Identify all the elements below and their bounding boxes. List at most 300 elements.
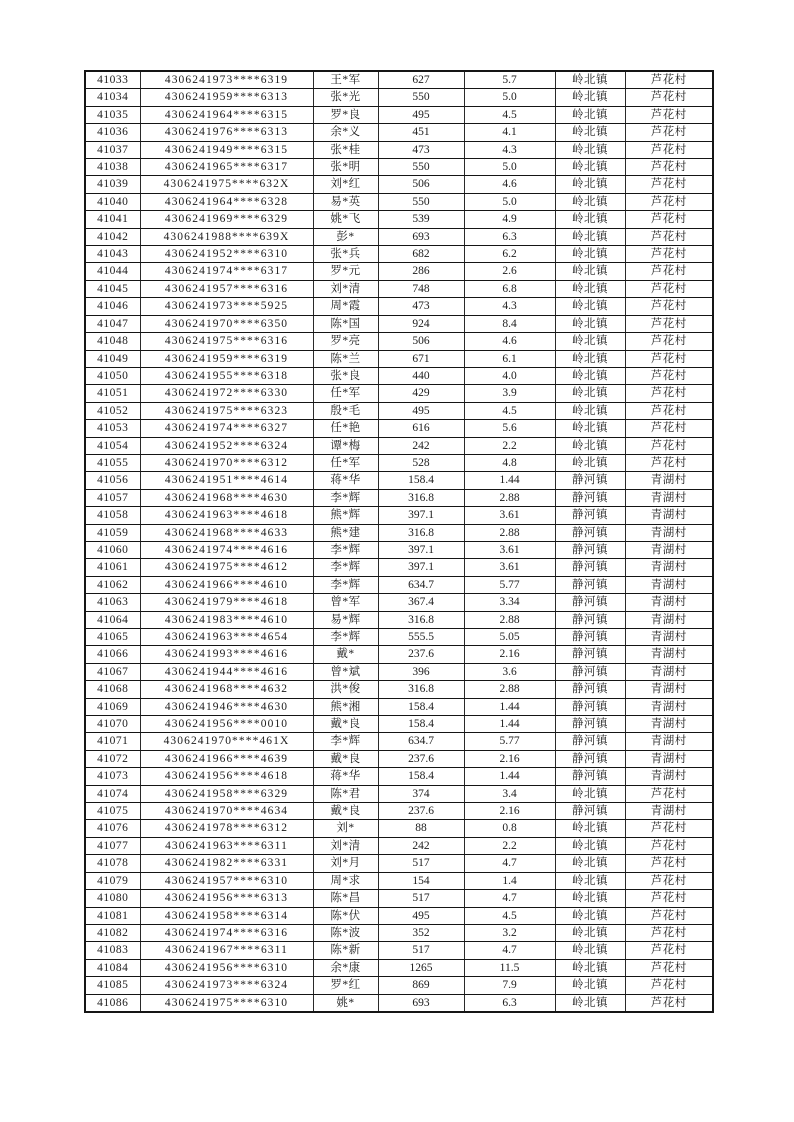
cell-serial-number: 41073 — [85, 768, 140, 785]
cell-id-card-number: 4306241993****4616 — [140, 646, 313, 663]
cell-village: 青湖村 — [625, 541, 713, 558]
cell-name: 殷*毛 — [313, 402, 378, 419]
cell-serial-number: 41085 — [85, 977, 140, 994]
cell-name: 罗*元 — [313, 263, 378, 280]
cell-village: 芦花村 — [625, 785, 713, 802]
cell-serial-number: 41076 — [85, 820, 140, 837]
cell-serial-number: 41078 — [85, 855, 140, 872]
cell-rate: 3.61 — [464, 507, 555, 524]
cell-village: 芦花村 — [625, 437, 713, 454]
cell-amount: 495 — [378, 402, 464, 419]
cell-name: 周*霞 — [313, 298, 378, 315]
cell-village: 青湖村 — [625, 663, 713, 680]
table-row — [85, 768, 713, 785]
cell-village: 青湖村 — [625, 524, 713, 541]
cell-name: 戴*良 — [313, 803, 378, 820]
cell-village: 芦花村 — [625, 454, 713, 471]
cell-id-card-number: 4306241975****6310 — [140, 994, 313, 1012]
cell-rate: 2.2 — [464, 837, 555, 854]
cell-amount: 237.6 — [378, 646, 464, 663]
cell-id-card-number: 4306241956****6313 — [140, 890, 313, 907]
cell-name: 陈*波 — [313, 924, 378, 941]
cell-id-card-number: 4306241972****6330 — [140, 385, 313, 402]
cell-name: 周*求 — [313, 872, 378, 889]
cell-rate: 1.44 — [464, 472, 555, 489]
cell-serial-number: 41055 — [85, 454, 140, 471]
table-row — [85, 193, 713, 210]
cell-town: 静河镇 — [555, 803, 625, 820]
cell-serial-number: 41037 — [85, 141, 140, 158]
cell-id-card-number: 4306241968****4630 — [140, 489, 313, 506]
cell-village: 芦花村 — [625, 855, 713, 872]
cell-amount: 429 — [378, 385, 464, 402]
table-row — [85, 594, 713, 611]
cell-name: 李*辉 — [313, 629, 378, 646]
cell-id-card-number: 4306241964****6315 — [140, 106, 313, 123]
cell-amount: 316.8 — [378, 524, 464, 541]
table-row — [85, 437, 713, 454]
cell-name: 陈*国 — [313, 315, 378, 332]
cell-id-card-number: 4306241973****6319 — [140, 71, 313, 89]
cell-rate: 6.1 — [464, 350, 555, 367]
cell-town: 岭北镇 — [555, 890, 625, 907]
cell-name: 熊*辉 — [313, 507, 378, 524]
cell-id-card-number: 4306241974****6316 — [140, 924, 313, 941]
cell-town: 岭北镇 — [555, 872, 625, 889]
cell-serial-number: 41068 — [85, 681, 140, 698]
cell-rate: 8.4 — [464, 315, 555, 332]
cell-town: 岭北镇 — [555, 89, 625, 106]
cell-village: 芦花村 — [625, 977, 713, 994]
cell-name: 陈*君 — [313, 785, 378, 802]
cell-rate: 4.6 — [464, 333, 555, 350]
table-row — [85, 977, 713, 994]
cell-town: 岭北镇 — [555, 785, 625, 802]
cell-village: 青湖村 — [625, 576, 713, 593]
cell-town: 岭北镇 — [555, 71, 625, 89]
cell-id-card-number: 4306241975****6316 — [140, 333, 313, 350]
table-row — [85, 141, 713, 158]
cell-village: 青湖村 — [625, 646, 713, 663]
cell-id-card-number: 4306241968****4632 — [140, 681, 313, 698]
cell-rate: 3.61 — [464, 559, 555, 576]
cell-town: 岭北镇 — [555, 402, 625, 419]
cell-amount: 506 — [378, 176, 464, 193]
table-row — [85, 629, 713, 646]
cell-town: 静河镇 — [555, 698, 625, 715]
cell-serial-number: 41045 — [85, 280, 140, 297]
cell-name: 刘*红 — [313, 176, 378, 193]
cell-town: 静河镇 — [555, 594, 625, 611]
cell-rate: 4.7 — [464, 942, 555, 959]
cell-rate: 3.4 — [464, 785, 555, 802]
cell-rate: 2.88 — [464, 489, 555, 506]
cell-name: 陈*伏 — [313, 907, 378, 924]
cell-village: 芦花村 — [625, 89, 713, 106]
table-row — [85, 71, 713, 89]
cell-name: 李*辉 — [313, 559, 378, 576]
cell-serial-number: 41051 — [85, 385, 140, 402]
cell-serial-number: 41033 — [85, 71, 140, 89]
cell-village: 芦花村 — [625, 333, 713, 350]
cell-town: 静河镇 — [555, 489, 625, 506]
cell-rate: 1.44 — [464, 716, 555, 733]
cell-id-card-number: 4306241956****0010 — [140, 716, 313, 733]
table-row — [85, 872, 713, 889]
cell-id-card-number: 4306241970****6312 — [140, 454, 313, 471]
cell-id-card-number: 4306241974****6327 — [140, 420, 313, 437]
cell-name: 刘*清 — [313, 837, 378, 854]
cell-rate: 4.1 — [464, 124, 555, 141]
cell-town: 岭北镇 — [555, 924, 625, 941]
cell-rate: 4.3 — [464, 298, 555, 315]
cell-id-card-number: 4306241957****6310 — [140, 872, 313, 889]
cell-amount: 316.8 — [378, 489, 464, 506]
cell-name: 洪*俊 — [313, 681, 378, 698]
cell-rate: 4.7 — [464, 855, 555, 872]
cell-rate: 5.0 — [464, 159, 555, 176]
cell-rate: 4.5 — [464, 402, 555, 419]
cell-village: 芦花村 — [625, 71, 713, 89]
cell-town: 静河镇 — [555, 576, 625, 593]
cell-town: 岭北镇 — [555, 106, 625, 123]
cell-serial-number: 41050 — [85, 367, 140, 384]
cell-village: 芦花村 — [625, 246, 713, 263]
cell-id-card-number: 4306241959****6313 — [140, 89, 313, 106]
cell-amount: 440 — [378, 367, 464, 384]
cell-id-card-number: 4306241952****6310 — [140, 246, 313, 263]
cell-village: 芦花村 — [625, 298, 713, 315]
cell-name: 任*军 — [313, 385, 378, 402]
cell-serial-number: 41060 — [85, 541, 140, 558]
cell-id-card-number: 4306241970****461X — [140, 733, 313, 750]
table-row — [85, 159, 713, 176]
cell-id-card-number: 4306241965****6317 — [140, 159, 313, 176]
cell-village: 芦花村 — [625, 420, 713, 437]
cell-rate: 5.77 — [464, 576, 555, 593]
cell-town: 岭北镇 — [555, 333, 625, 350]
cell-town: 岭北镇 — [555, 454, 625, 471]
cell-id-card-number: 4306241976****6313 — [140, 124, 313, 141]
cell-id-card-number: 4306241963****6311 — [140, 837, 313, 854]
cell-name: 张*桂 — [313, 141, 378, 158]
cell-name: 张*良 — [313, 367, 378, 384]
cell-town: 岭北镇 — [555, 367, 625, 384]
table-row — [85, 611, 713, 628]
cell-rate: 3.9 — [464, 385, 555, 402]
cell-amount: 396 — [378, 663, 464, 680]
table-row — [85, 315, 713, 332]
cell-serial-number: 41040 — [85, 193, 140, 210]
cell-town: 岭北镇 — [555, 837, 625, 854]
cell-name: 张*兵 — [313, 246, 378, 263]
cell-village: 青湖村 — [625, 803, 713, 820]
cell-name: 戴*良 — [313, 750, 378, 767]
cell-name: 李*辉 — [313, 541, 378, 558]
cell-rate: 4.6 — [464, 176, 555, 193]
table-row — [85, 420, 713, 437]
cell-rate: 1.44 — [464, 698, 555, 715]
cell-rate: 5.05 — [464, 629, 555, 646]
cell-name: 熊*湘 — [313, 698, 378, 715]
table-row — [85, 994, 713, 1012]
cell-serial-number: 41034 — [85, 89, 140, 106]
cell-id-card-number: 4306241966****4639 — [140, 750, 313, 767]
cell-name: 余*义 — [313, 124, 378, 141]
cell-serial-number: 41072 — [85, 750, 140, 767]
cell-amount: 242 — [378, 837, 464, 854]
cell-amount: 627 — [378, 71, 464, 89]
cell-rate: 5.6 — [464, 420, 555, 437]
table-row — [85, 280, 713, 297]
cell-serial-number: 41080 — [85, 890, 140, 907]
cell-name: 陈*新 — [313, 942, 378, 959]
cell-rate: 3.2 — [464, 924, 555, 941]
cell-village: 芦花村 — [625, 159, 713, 176]
cell-village: 芦花村 — [625, 942, 713, 959]
table-row — [85, 890, 713, 907]
cell-amount: 634.7 — [378, 733, 464, 750]
cell-name: 彭* — [313, 228, 378, 245]
cell-village: 青湖村 — [625, 594, 713, 611]
cell-serial-number: 41053 — [85, 420, 140, 437]
cell-town: 静河镇 — [555, 768, 625, 785]
cell-name: 余*康 — [313, 959, 378, 976]
cell-town: 静河镇 — [555, 733, 625, 750]
table-row — [85, 733, 713, 750]
cell-serial-number: 41049 — [85, 350, 140, 367]
table-row — [85, 942, 713, 959]
cell-id-card-number: 4306241969****6329 — [140, 211, 313, 228]
table-row — [85, 803, 713, 820]
cell-id-card-number: 4306241959****6319 — [140, 350, 313, 367]
cell-amount: 869 — [378, 977, 464, 994]
cell-serial-number: 41069 — [85, 698, 140, 715]
cell-serial-number: 41066 — [85, 646, 140, 663]
cell-name: 王*军 — [313, 71, 378, 89]
table-row — [85, 820, 713, 837]
cell-id-card-number: 4306241949****6315 — [140, 141, 313, 158]
cell-id-card-number: 4306241982****6331 — [140, 855, 313, 872]
cell-amount: 550 — [378, 159, 464, 176]
cell-id-card-number: 4306241964****6328 — [140, 193, 313, 210]
cell-town: 岭北镇 — [555, 228, 625, 245]
cell-serial-number: 41047 — [85, 315, 140, 332]
cell-amount: 616 — [378, 420, 464, 437]
cell-rate: 2.16 — [464, 750, 555, 767]
cell-town: 岭北镇 — [555, 176, 625, 193]
cell-serial-number: 41064 — [85, 611, 140, 628]
cell-village: 青湖村 — [625, 507, 713, 524]
cell-name: 罗*良 — [313, 106, 378, 123]
cell-amount: 517 — [378, 855, 464, 872]
cell-serial-number: 41041 — [85, 211, 140, 228]
cell-town: 岭北镇 — [555, 246, 625, 263]
table-row — [85, 489, 713, 506]
cell-id-card-number: 4306241963****4654 — [140, 629, 313, 646]
table-row — [85, 454, 713, 471]
cell-name: 姚* — [313, 994, 378, 1012]
cell-rate: 2.88 — [464, 524, 555, 541]
cell-town: 岭北镇 — [555, 263, 625, 280]
cell-serial-number: 41071 — [85, 733, 140, 750]
cell-town: 岭北镇 — [555, 942, 625, 959]
cell-village: 芦花村 — [625, 890, 713, 907]
cell-amount: 451 — [378, 124, 464, 141]
cell-name: 刘*清 — [313, 280, 378, 297]
cell-rate: 6.8 — [464, 280, 555, 297]
cell-id-card-number: 4306241978****6312 — [140, 820, 313, 837]
table-row — [85, 716, 713, 733]
cell-serial-number: 41083 — [85, 942, 140, 959]
cell-id-card-number: 4306241970****4634 — [140, 803, 313, 820]
cell-amount: 374 — [378, 785, 464, 802]
table-row — [85, 211, 713, 228]
cell-town: 岭北镇 — [555, 124, 625, 141]
cell-amount: 555.5 — [378, 629, 464, 646]
cell-village: 芦花村 — [625, 837, 713, 854]
table-row — [85, 576, 713, 593]
cell-amount: 352 — [378, 924, 464, 941]
cell-name: 戴*良 — [313, 716, 378, 733]
cell-serial-number: 41077 — [85, 837, 140, 854]
cell-serial-number: 41075 — [85, 803, 140, 820]
cell-village: 芦花村 — [625, 385, 713, 402]
cell-rate: 2.16 — [464, 803, 555, 820]
cell-town: 静河镇 — [555, 750, 625, 767]
table-row — [85, 663, 713, 680]
cell-town: 岭北镇 — [555, 420, 625, 437]
cell-rate: 11.5 — [464, 959, 555, 976]
cell-serial-number: 41084 — [85, 959, 140, 976]
cell-amount: 495 — [378, 106, 464, 123]
cell-serial-number: 41056 — [85, 472, 140, 489]
cell-amount: 517 — [378, 890, 464, 907]
cell-rate: 3.34 — [464, 594, 555, 611]
cell-serial-number: 41063 — [85, 594, 140, 611]
cell-name: 罗*亮 — [313, 333, 378, 350]
table-row — [85, 698, 713, 715]
cell-amount: 495 — [378, 907, 464, 924]
cell-name: 陈*昌 — [313, 890, 378, 907]
cell-town: 岭北镇 — [555, 315, 625, 332]
cell-serial-number: 41081 — [85, 907, 140, 924]
table-row — [85, 176, 713, 193]
table-row — [85, 263, 713, 280]
cell-name: 李*辉 — [313, 733, 378, 750]
cell-serial-number: 41035 — [85, 106, 140, 123]
cell-id-card-number: 4306241988****639X — [140, 228, 313, 245]
table-row — [85, 837, 713, 854]
cell-village: 青湖村 — [625, 768, 713, 785]
cell-village: 青湖村 — [625, 611, 713, 628]
cell-name: 谭*梅 — [313, 437, 378, 454]
cell-village: 青湖村 — [625, 733, 713, 750]
cell-amount: 397.1 — [378, 507, 464, 524]
cell-amount: 397.1 — [378, 541, 464, 558]
cell-serial-number: 41044 — [85, 263, 140, 280]
table-row — [85, 472, 713, 489]
cell-name: 易*英 — [313, 193, 378, 210]
cell-village: 青湖村 — [625, 681, 713, 698]
cell-village: 青湖村 — [625, 629, 713, 646]
cell-amount: 237.6 — [378, 803, 464, 820]
cell-amount: 473 — [378, 141, 464, 158]
cell-name: 曾*斌 — [313, 663, 378, 680]
cell-rate: 6.2 — [464, 246, 555, 263]
cell-serial-number: 41067 — [85, 663, 140, 680]
cell-town: 岭北镇 — [555, 437, 625, 454]
cell-id-card-number: 4306241946****4630 — [140, 698, 313, 715]
cell-amount: 316.8 — [378, 611, 464, 628]
table-row — [85, 350, 713, 367]
cell-name: 刘*月 — [313, 855, 378, 872]
table-row — [85, 681, 713, 698]
cell-name: 蒋*华 — [313, 472, 378, 489]
cell-town: 岭北镇 — [555, 959, 625, 976]
cell-rate: 2.16 — [464, 646, 555, 663]
cell-town: 静河镇 — [555, 629, 625, 646]
cell-village: 青湖村 — [625, 750, 713, 767]
cell-town: 静河镇 — [555, 681, 625, 698]
cell-id-card-number: 4306241958****6314 — [140, 907, 313, 924]
cell-id-card-number: 4306241979****4618 — [140, 594, 313, 611]
cell-name: 张*光 — [313, 89, 378, 106]
cell-amount: 237.6 — [378, 750, 464, 767]
cell-id-card-number: 4306241966****4610 — [140, 576, 313, 593]
cell-id-card-number: 4306241955****6318 — [140, 367, 313, 384]
table-row — [85, 959, 713, 976]
table-row — [85, 385, 713, 402]
cell-amount: 397.1 — [378, 559, 464, 576]
cell-village: 芦花村 — [625, 872, 713, 889]
table-row — [85, 524, 713, 541]
cell-rate: 4.3 — [464, 141, 555, 158]
table-row — [85, 646, 713, 663]
cell-village: 芦花村 — [625, 959, 713, 976]
cell-serial-number: 41043 — [85, 246, 140, 263]
table-row — [85, 402, 713, 419]
cell-village: 芦花村 — [625, 994, 713, 1012]
cell-village: 芦花村 — [625, 350, 713, 367]
cell-id-card-number: 4306241951****4614 — [140, 472, 313, 489]
cell-village: 芦花村 — [625, 315, 713, 332]
cell-name: 易*辉 — [313, 611, 378, 628]
cell-amount: 158.4 — [378, 716, 464, 733]
cell-village: 芦花村 — [625, 280, 713, 297]
cell-amount: 634.7 — [378, 576, 464, 593]
cell-rate: 4.7 — [464, 890, 555, 907]
cell-serial-number: 41059 — [85, 524, 140, 541]
cell-id-card-number: 4306241975****632X — [140, 176, 313, 193]
cell-town: 岭北镇 — [555, 385, 625, 402]
cell-village: 青湖村 — [625, 489, 713, 506]
cell-serial-number: 41079 — [85, 872, 140, 889]
cell-serial-number: 41074 — [85, 785, 140, 802]
table-row — [85, 106, 713, 123]
cell-village: 芦花村 — [625, 402, 713, 419]
cell-amount: 286 — [378, 263, 464, 280]
cell-town: 岭北镇 — [555, 994, 625, 1012]
cell-town: 岭北镇 — [555, 159, 625, 176]
cell-town: 岭北镇 — [555, 193, 625, 210]
cell-town: 岭北镇 — [555, 280, 625, 297]
cell-amount: 528 — [378, 454, 464, 471]
cell-id-card-number: 4306241956****6310 — [140, 959, 313, 976]
cell-town: 岭北镇 — [555, 141, 625, 158]
cell-name: 李*辉 — [313, 576, 378, 593]
cell-id-card-number: 4306241975****6323 — [140, 402, 313, 419]
